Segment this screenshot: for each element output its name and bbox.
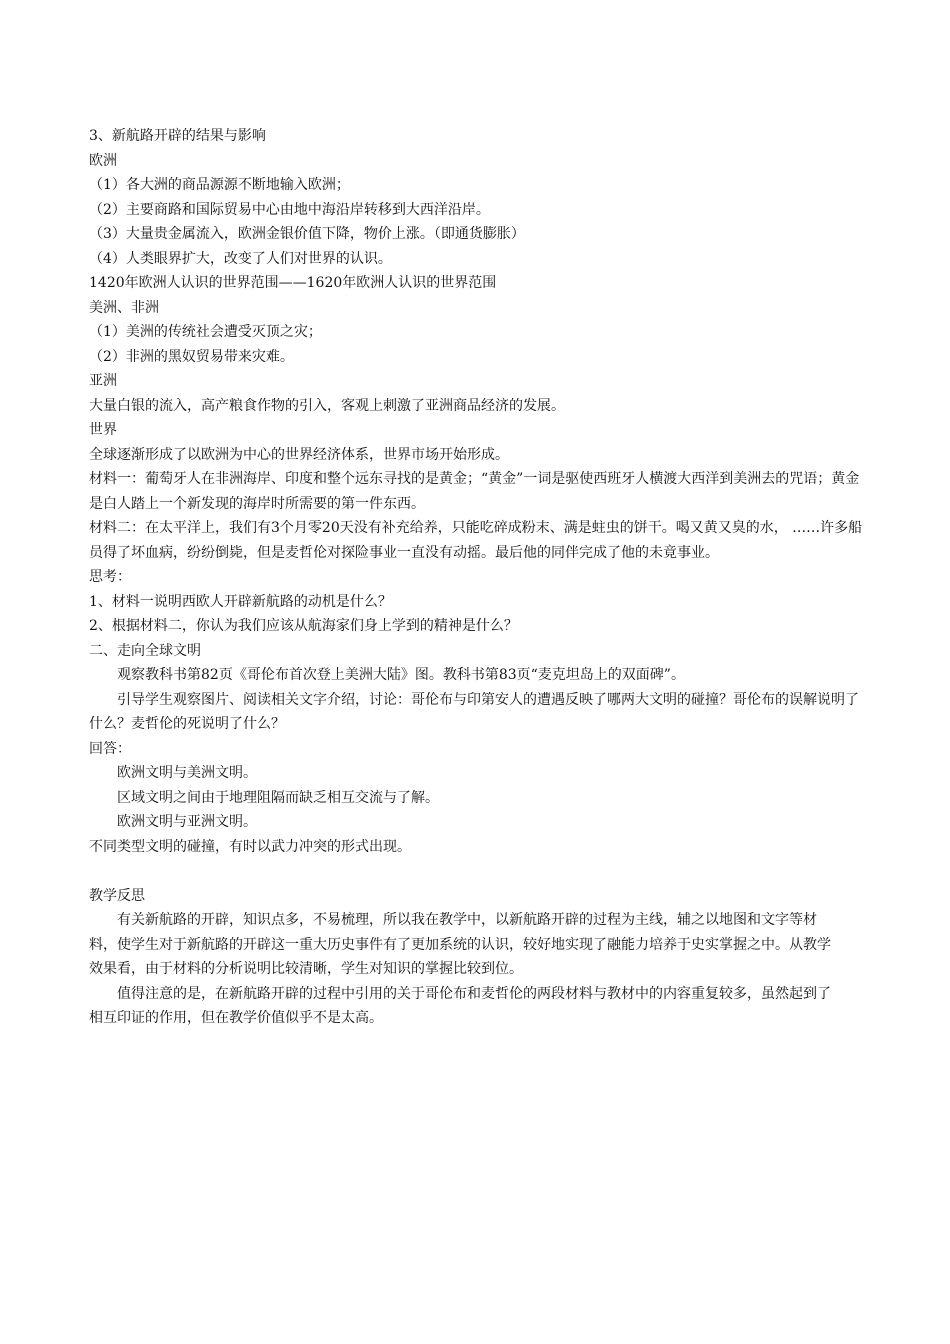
thinking-label: 思考： xyxy=(89,569,131,585)
section-heading-results: 3、新航路开辟的结果与影响 xyxy=(89,128,266,144)
americas-africa-label: 美洲、非洲 xyxy=(89,299,159,316)
section-heading-global-civilization: 二、走向全球文明 xyxy=(89,642,201,659)
map-caption: 1420年欧洲人认识的世界范围——1620年欧洲人认识的世界范围 xyxy=(89,275,497,291)
answer-item: 欧洲文明与美洲文明。 xyxy=(117,765,257,781)
observe-instruction: 观察教科书第82页《哥伦布首次登上美洲大陆》图。教科书第83页“麦克坦岛上的双面碑”。 xyxy=(117,667,685,683)
americas-africa-item: （2）非洲的黑奴贸易带来灾难。 xyxy=(89,348,294,365)
europe-label: 欧洲 xyxy=(89,152,117,169)
guide-discussion: 引导学生观察图片、阅读相关文字介绍，讨论：哥伦布与印第安人的遭遇反映了哪两大文明的碰撞？哥伦布的误解说明了什么？麦哲伦的死说明了什么？ xyxy=(89,691,859,732)
asia-label: 亚洲 xyxy=(89,373,117,389)
reflection-paragraph: 有关新航路的开辟，知识点多，不易梳理，所以我在教学中，以新航路开辟的过程为主线，辅之以地图和文字等材料，使学生对于新航路的开辟这一重大历史事件有了更加系统的认识，较好地实现了融能力培养于史实掌握之中。从教学效果看，由于材料的分析说明比较清晰，学生对知识的掌握比较到位。 xyxy=(89,912,831,977)
europe-item: （2）主要商路和国际贸易中心由地中海沿岸转移到大西洋沿岸。 xyxy=(89,201,490,218)
reflection-paragraph: 值得注意的是，在新航路开辟的过程中引用的关于哥伦布和麦哲伦的两段材料与教材中的内容重复较多，虽然起到了相互印证的作用，但在教学价值似乎不是太高。 xyxy=(89,985,831,1026)
thinking-question: 1、材料一说明西欧人开辟新航路的动机是什么？ xyxy=(89,593,392,610)
answer-conclusion: 不同类型文明的碰撞，有时以武力冲突的形式出现。 xyxy=(89,838,411,855)
blank-line xyxy=(89,859,865,884)
europe-item: （4）人类眼界扩大，改变了人们对世界的认识。 xyxy=(89,250,392,267)
answer-item: 区域文明之间由于地理阻隔而缺乏相互交流与了解。 xyxy=(117,789,439,806)
answer-label: 回答： xyxy=(89,740,131,757)
reflection-heading: 教学反思 xyxy=(89,887,145,904)
material-two: 材料二：在太平洋上，我们有3个月零20天没有补充给养，只能吃碎成粉末、满是蛀虫的饼干。喝又黄又臭的水， ……许多船员得了坏血病，纷纷倒毙，但是麦哲伦对探险事业一直没有动摇。最后他的同伴完成了他的未竟事业。 xyxy=(89,520,863,561)
thinking-question: 2、根据材料二，你认为我们应该从航海家们身上学到的精神是什么？ xyxy=(89,618,518,634)
document-page xyxy=(89,124,865,1031)
answer-item: 欧洲文明与亚洲文明。 xyxy=(117,814,257,830)
americas-africa-item: （1）美洲的传统社会遭受灭顶之灾； xyxy=(89,324,322,340)
material-one: 材料一：葡萄牙人在非洲海岸、印度和整个远东寻找的是黄金；“黄金”一词是驱使西班牙人横渡大西洋到美洲去的咒语；黄金是白人踏上一个新发现的海岸时所需要的第一件东西。 xyxy=(89,471,860,512)
asia-text: 大量白银的流入，高产粮食作物的引入，客观上刺激了亚洲商品经济的发展。 xyxy=(89,397,565,414)
europe-item: （3）大量贵金属流入，欧洲金银价值下降，物价上涨。（即通货膨胀） xyxy=(89,226,525,242)
world-label: 世界 xyxy=(89,422,117,438)
europe-item: （1）各大洲的商品源源不断地输入欧洲； xyxy=(89,177,350,193)
world-text: 全球逐渐形成了以欧洲为中心的世界经济体系，世界市场开始形成。 xyxy=(89,446,509,463)
